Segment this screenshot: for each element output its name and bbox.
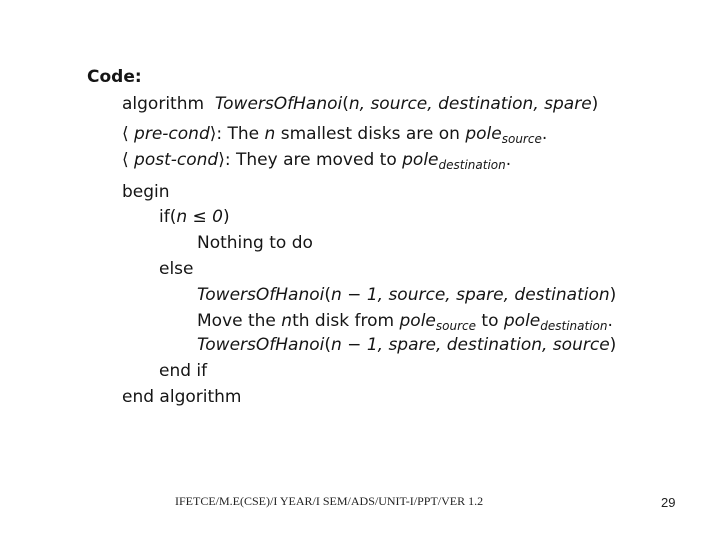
- if-keyword: if: [159, 207, 170, 227]
- move-end: .: [607, 311, 613, 331]
- open-paren: (: [342, 94, 349, 114]
- call-args: n − 1, source, spare, destination: [331, 285, 610, 305]
- end-if-keyword: end if: [159, 361, 208, 381]
- precondition-label: pre-cond: [134, 124, 210, 144]
- postcondition-label: post-cond: [134, 150, 219, 170]
- nothing-to-do: Nothing to do: [197, 233, 313, 253]
- call-close-paren: ): [609, 285, 617, 305]
- postcondition-text: They are moved to: [230, 150, 403, 170]
- pole-destination-subscript: destination: [438, 158, 506, 172]
- call-name: TowersOfHanoi: [197, 335, 325, 355]
- pole-source-subscript: source: [501, 132, 542, 146]
- end-algorithm-keyword: end algorithm: [122, 387, 242, 407]
- move-pole-source: pole: [399, 311, 436, 331]
- footer-text: IFETCE/M.E(CSE)/I YEAR/I SEM/ADS/UNIT-I/PPT/VER 1.2: [175, 494, 484, 508]
- precondition-text-before: The: [222, 124, 265, 144]
- call-args: n − 1, spare, destination, source: [331, 335, 610, 355]
- call-close-paren: ): [609, 335, 617, 355]
- if-line: [159, 206, 230, 228]
- pole-source: pole: [465, 124, 502, 144]
- move-text-1: Move the: [197, 311, 282, 331]
- open-angle: ⟨: [122, 150, 129, 170]
- move-text-3: to: [476, 311, 504, 331]
- precondition-var: n: [264, 124, 276, 144]
- move-line: [197, 310, 613, 333]
- if-open-paren: (: [169, 207, 177, 227]
- close-angle: ⟩:: [209, 124, 223, 144]
- precondition-text-after: smallest disks are on: [275, 124, 466, 144]
- begin-keyword: begin: [122, 182, 170, 202]
- move-pole-destination: pole: [503, 311, 541, 331]
- call-name: TowersOfHanoi: [197, 285, 325, 305]
- move-destination-subscript: destination: [540, 319, 608, 333]
- algorithm-name: TowersOfHanoi: [214, 94, 343, 114]
- algorithm-params: n, source, destination, spare: [348, 94, 592, 114]
- postcondition-end: .: [505, 150, 512, 170]
- if-close-paren: ): [223, 207, 230, 227]
- move-var: n: [281, 311, 293, 331]
- recursive-call-2: [197, 334, 616, 356]
- close-paren: ): [591, 94, 599, 114]
- move-source-subscript: source: [435, 319, 477, 333]
- move-text-2: th disk from: [292, 311, 400, 331]
- precondition-end: .: [541, 124, 548, 144]
- pole-destination: pole: [402, 150, 439, 170]
- code-heading: Code:: [87, 67, 142, 87]
- algorithm-header-line: [122, 93, 598, 115]
- else-keyword: else: [159, 259, 194, 279]
- algorithm-keyword: algorithm: [122, 94, 205, 114]
- call-open-paren: (: [324, 335, 331, 355]
- recursive-call-1: [197, 284, 616, 306]
- if-condition: n ≤ 0: [176, 207, 224, 227]
- call-open-paren: (: [324, 285, 331, 305]
- close-angle: ⟩:: [218, 150, 231, 170]
- postcondition-line: [122, 149, 511, 172]
- precondition-line: [122, 123, 547, 146]
- page-number: 29: [661, 495, 676, 510]
- open-angle: ⟨: [122, 124, 129, 144]
